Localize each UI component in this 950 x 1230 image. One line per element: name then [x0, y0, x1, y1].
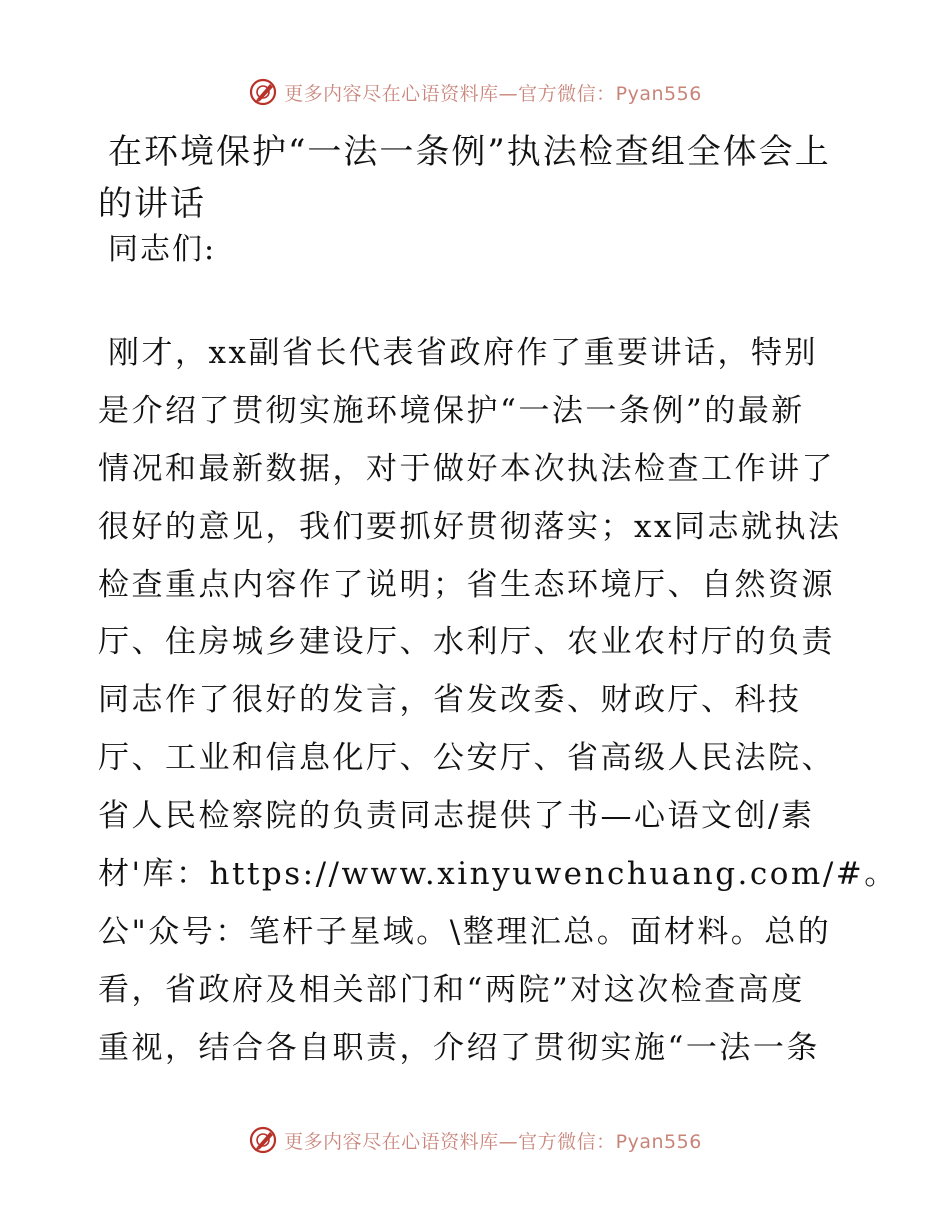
paragraph-line: 同志作了很好的发言，省发改委、财政厅、科技	[98, 682, 802, 719]
paragraph-line: 检查重点内容作了说明；省生态环境厅、自然资源	[98, 566, 835, 603]
paragraph-line: 很好的意见，我们要抓好贯彻落实；xx同志就执法	[98, 508, 842, 545]
paragraph-line: 厅、工业和信息化厅、公安厅、省高级人民法院、	[98, 740, 835, 777]
title-line-2: 的讲话	[98, 184, 206, 224]
paragraph-line: 情况和最新数据，对于做好本次执法检查工作讲了	[98, 450, 835, 487]
footer-banner-text: 更多内容尽在心语资料库—官方微信：Pyan556	[284, 1130, 702, 1153]
paragraph-line: 厅、住房城乡建设厅、水利厅、农业农村厅的负责	[98, 624, 835, 661]
paragraph-line: 刚才，xx副省长代表省政府作了重要讲话，特别	[108, 335, 818, 371]
paragraph-line: 材'库：https://www.xinyuwenchuang.com/#。	[98, 856, 898, 893]
document-title	[98, 126, 858, 230]
paragraph-line: 省人民检察院的负责同志提供了书—心语文创/素	[98, 798, 815, 835]
title-line-1: 在环境保护“一法一条例”执法检查组全体会上	[108, 132, 831, 172]
paragraph-line: 是介绍了贯彻实施环境保护“一法一条例”的最新	[98, 392, 805, 429]
paragraph-line: 公"众号：笔杆子星域。\整理汇总。面材料。总的	[98, 913, 832, 950]
pen-logo-icon	[248, 77, 278, 107]
pen-logo-icon	[248, 1125, 278, 1155]
body-paragraph	[98, 330, 898, 1083]
paragraph-line: 看，省政府及相关部门和“两院”对这次检查高度	[98, 971, 805, 1008]
salutation: 同志们:	[108, 232, 217, 267]
header-banner-text: 更多内容尽在心语资料库—官方微信：Pyan556	[284, 82, 702, 105]
paragraph-line: 重视，结合各自职责，介绍了贯彻实施“一法一条	[98, 1029, 820, 1066]
header-banner	[0, 72, 950, 112]
footer-banner	[0, 1120, 950, 1160]
